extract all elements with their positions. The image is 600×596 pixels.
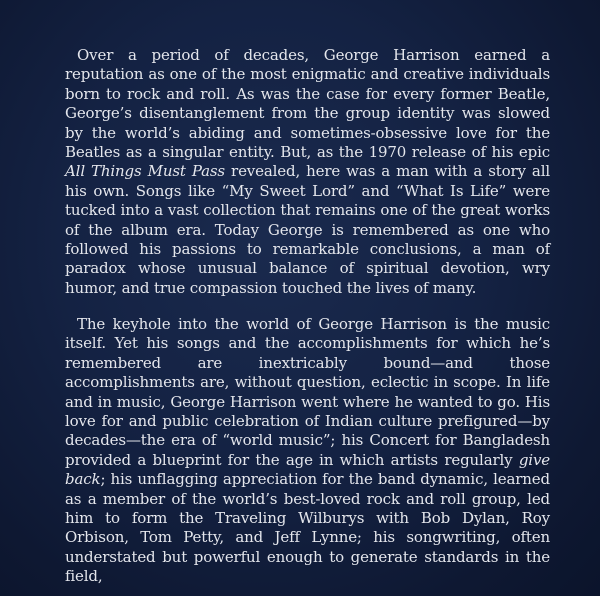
paragraph-intro-text: Over a period of decades, George Harrison earned a reputation as one of the most enigmatic and creative individuals born to rock and roll. As was the case for every former Beatle, George’s disentanglement from the group identity was slowed by the world’s abiding and sometimes-obsessive love for the Beatles as a singular entity. But, as the 1970 release of his epic [65, 46, 550, 162]
paragraph-keyhole [65, 315, 550, 587]
emphasis-give-back: give back [65, 450, 550, 489]
paragraph-keyhole-text: The keyhole into the world of George Harrison is the music itself. Yet his songs and the accomplishments for which he’s remembered are inextricably bound—and those accomplishments are, without question, eclectic in scope. In life and in music, George Harrison went where he wanted to go. His love for and public celebration of Indian culture prefigured—by decades—the era of “world music”; his Concert for Bangladesh provided a blueprint for the age in which artists regularly [65, 315, 550, 469]
paragraph-intro-text-continued: revealed, here was a man with a story all his own. Songs like “My Sweet Lord” and “What Is Life” were tucked into a vast collection that remains one of the great works of the album era. Today George is remembered as one who followed his passions to remarkable conclusions, a man of paradox whose unusual balance of spiritual devotion, wry humor, and true compassion touched the lives of many. [65, 162, 550, 297]
paragraph-intro [65, 46, 550, 298]
album-title-all-things-must-pass: All Things Must Pass [65, 162, 225, 181]
paragraph-keyhole-text-continued: ; his unflagging appreciation for the band dynamic, learned as a member of the world’s best-loved rock and roll group, led him to form the Traveling Wilburys with Bob Dylan, Roy Orbison, Tom Petty, and Jeff Lynne; his songwriting, often understated but powerful enough to generate standards in the field, [65, 470, 550, 586]
